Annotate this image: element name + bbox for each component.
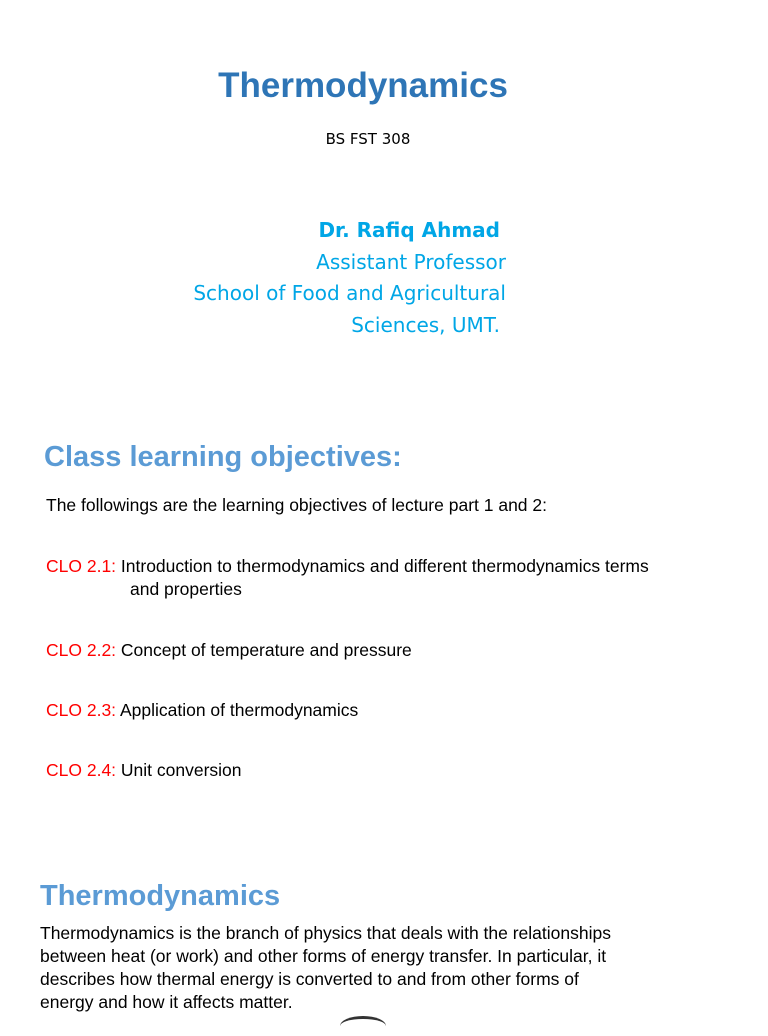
definition-line: between heat (or work) and other forms of energy transfer. In particular, it — [40, 946, 607, 966]
objective-code: CLO 2.4: — [46, 760, 117, 780]
definition-line: describes how thermal energy is converted to and from other forms of — [40, 969, 579, 989]
objective-item — [46, 555, 649, 601]
objective-text: Introduction to thermodynamics and different thermodynamics terms — [116, 556, 649, 576]
definition-heading: Thermodynamics — [40, 880, 281, 912]
objective-text: Application of thermodynamics — [116, 700, 359, 720]
definition-paragraph — [40, 922, 680, 1014]
author-school: School of Food and Agricultural — [193, 281, 506, 305]
objective-text-continuation: and properties — [130, 579, 242, 599]
author-title: Assistant Professor — [316, 250, 506, 274]
objective-item — [46, 699, 358, 722]
objective-item — [46, 639, 412, 662]
objective-code: CLO 2.1: — [46, 556, 117, 576]
objective-text: Unit conversion — [116, 760, 242, 780]
objective-code: CLO 2.2: — [46, 640, 117, 660]
objectives-heading: Class learning objectives: — [44, 441, 402, 473]
objectives-intro: The followings are the learning objectives of lecture part 1 and 2: — [46, 495, 547, 515]
objective-text: Concept of temperature and pressure — [116, 640, 412, 660]
decorative-arc — [340, 1016, 386, 1036]
author-institution: Sciences, UMT. — [351, 313, 500, 337]
definition-line: energy and how it affects matter. — [40, 992, 293, 1012]
objective-item — [46, 759, 242, 782]
objective-code: CLO 2.3: — [46, 700, 117, 720]
slide1-title: Thermodynamics — [218, 66, 508, 105]
author-name: Dr. Rafiq Ahmad — [318, 218, 500, 242]
course-code: BS FST 308 — [325, 130, 411, 148]
definition-line: Thermodynamics is the branch of physics that deals with the relationships — [40, 923, 611, 943]
